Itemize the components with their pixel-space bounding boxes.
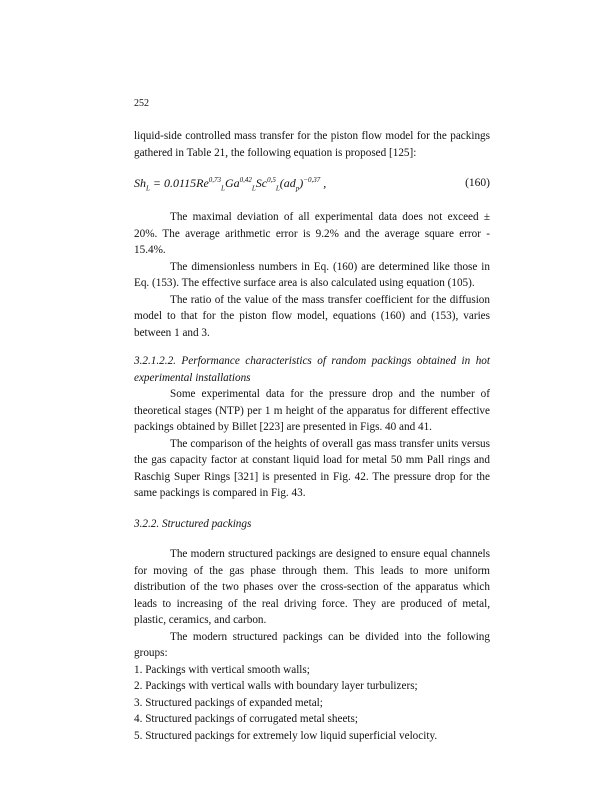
subsection-heading: 3.2.1.2.2. Performance characteristics of random packings obtained in hot experimental installations [134,355,490,384]
eq-sc: Sc [255,176,268,190]
dimensionless-paragraph: The dimensionless numbers in Eq. (160) are determined like those in Eq. (153). The effective surface area is also calculated using equation (105). [134,260,490,289]
section-heading: 3.2.2. Structured packings [134,517,252,530]
eq-ad-close: ) [299,176,304,190]
subsection-paragraph-2: The comparison of the heights of overall gas mass transfer units versus the gas capacity factor at constant liquid load for metal 50 mm Pall rings and Raschig Super Rings [321] is presented in Fig. 42. The pressure drop for the same packings is compared in Fig. 43. [134,437,490,499]
eq-coefficient: = 0.0115 [149,176,197,190]
list-item: 3. Structured packings of expanded metal; [134,696,323,709]
list-item: 4. Structured packings of corrugated metal sheets; [134,713,358,725]
eq-ga-sub: L [251,184,256,193]
list-item: 5. Structured packings for extremely low liquid superficial velocity. [134,729,438,742]
eq-trailing: , [320,176,327,190]
eq-sc-sup: 0,5 [267,176,276,184]
list-item: 1. Packings with vertical smooth walls; [134,663,310,676]
section-paragraph-2: The modern structured packings can be divided into the following groups: [134,630,490,659]
eq-sh: Sh [134,176,146,190]
subsection-paragraph-1: Some experimental data for the pressure drop and the number of theoretical stages (NTP) per 1 m height of the apparatus for different effective packings obtained by Billet [223] are presented in Figs. 40 and 41. [134,388,490,433]
eq-ga-sup: 0,42 [239,176,252,184]
eq-re-sub: L [221,184,225,193]
ratio-paragraph: The ratio of the value of the mass transfer coefficient for the diffusion model to that for the piston flow model, equations (160) and (153), varies between 1 and 3. [134,293,490,339]
equation-160 [134,175,490,195]
packing-groups-list [134,662,490,745]
eq-re-sup: 0,73 [208,176,222,184]
page-body [134,128,490,744]
eq-ad-open: (ad [279,176,296,190]
intro-paragraph: liquid-side controlled mass transfer for the piston flow model for the packings gathered in Table 21, the following equation is proposed [125]: [134,130,490,159]
eq-re: Re [196,176,209,190]
eq-ga: Ga [224,176,240,190]
equation-number: (160) [465,177,490,189]
page-number: 252 [134,98,149,109]
eq-sh-sub: L [146,184,150,193]
equation-expression [134,175,326,192]
list-item: 2. Packings with vertical walls with boundary layer turbulizers; [134,680,418,692]
eq-sc-sub: L [275,184,280,193]
eq-ad-sub: p [295,184,300,193]
section-paragraph-1: The modern structured packings are designed to ensure equal channels for moving of the gas phase through them. This leads to more uniform distribution of the two phases over the cross-section of the apparatus which leads to increasing of the real driving force. They are produced of metal, plastic, ceramics, and carbon. [134,548,490,626]
deviation-paragraph: The maximal deviation of all experimental data does not exceed ± 20%. The average arithmetic error is 9.2% and the average square error - 15.4%. [134,211,490,256]
eq-ad-sup: −0,37 [303,176,321,184]
